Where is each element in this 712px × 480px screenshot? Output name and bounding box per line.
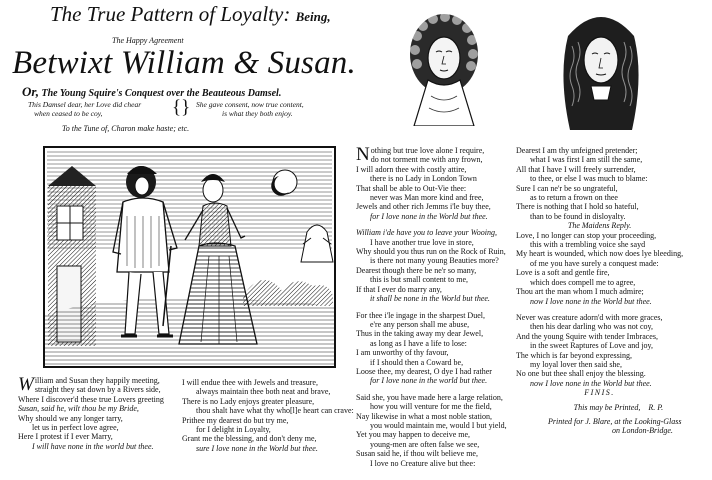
verse-line: Love is a soft and gentle fire, <box>516 268 610 278</box>
verse-line: No one but thee shall enjoy the blessing. <box>516 369 646 379</box>
verse-line: Never was creature adorn'd with more graces, <box>516 312 663 322</box>
verse-line: to thee, or else I was much to blame: <box>530 174 648 184</box>
verse-line: straight they sat down by a Rivers side, <box>34 385 161 395</box>
verse-line: I will have none in the world but thee. <box>32 441 154 451</box>
title-agreement: The Happy Agreement <box>112 36 184 45</box>
verse-line: this is but small content to me, <box>370 275 468 285</box>
verse-line: There is no Lady enjoys greater pleasure, <box>182 396 315 406</box>
column-4 <box>516 146 683 436</box>
verse-line: Love, I no longer can stop your proceeding, <box>516 230 657 240</box>
verse-line: for I delight in Loyalty, <box>196 425 271 435</box>
verse-line: as long as I have a life to lose: <box>370 338 467 348</box>
verse-line: Dearest though there be ne'r so many, <box>356 265 477 275</box>
verse-line: Why should we any longer tarry, <box>18 413 123 423</box>
column-3 <box>356 146 507 468</box>
verse-line: thou shalt have what thy who[l]e heart can crave: <box>196 406 354 416</box>
verse-line: Prithee my dearest do but try me, <box>182 415 289 425</box>
verse-line: Loose thee, my dearest, O dye I had rather <box>356 366 492 376</box>
brace-ornament: {} <box>172 97 191 118</box>
license-text: This may be Printed, <box>573 402 641 412</box>
tune-line: To the Tune of, Charon make haste; etc. <box>62 124 190 133</box>
woman-portrait-woodcut <box>405 6 483 126</box>
verse-line: sure I love none in the World but thee. <box>196 443 318 453</box>
verse-line: I have another true love in store, <box>370 237 474 247</box>
verse-line: Susan, said he, wilt thou be my Bride, <box>18 404 139 414</box>
verse-line: Yet you may happen to deceive me, <box>356 430 471 440</box>
verse-line: than to be found in disloyalty. <box>530 211 626 221</box>
verse-line: what I was first I am still the same, <box>530 155 643 165</box>
intro-verse-right <box>196 100 304 118</box>
verse-line: now I love none in the World but thee. <box>530 296 652 306</box>
dropcap: W <box>18 374 34 395</box>
verse-line: which does compell me to agree, <box>530 277 636 287</box>
verse-line: in the sweet Raptures of Love and joy, <box>530 341 654 351</box>
column-1 <box>18 376 164 451</box>
verse-line: I am unworthy of thy favour, <box>356 348 449 358</box>
verse-line: now I love none in the World but thee. <box>530 378 652 388</box>
verse-line: All that I have I will freely surrender, <box>516 164 636 174</box>
ballad-title-line1 <box>50 2 331 27</box>
verse-line: young-men are often false we see, <box>370 439 480 449</box>
title-line1-text: The True Pattern of Loyalty: <box>50 2 291 26</box>
ballad-subtitle <box>22 84 281 100</box>
verse-line: Said she, you have made here a large relation, <box>356 392 503 402</box>
verse-line: William i'de have you to leave your Wooing, <box>356 228 497 238</box>
verse-line: I love no Creature alive but thee: <box>370 458 476 468</box>
intro-verse-left <box>28 100 141 118</box>
verse-line: Sure I can ne'r be so ungrateful, <box>516 183 618 193</box>
verse-line: my loyal lover then said she, <box>530 359 622 369</box>
verse-line: let us in perfect love agree, <box>32 423 119 433</box>
verse-line: it shall be none in the World but thee. <box>370 294 490 304</box>
section-heading: The Maidens Reply. <box>567 221 632 231</box>
verse-line: There is nothing that I hold so hateful, <box>516 202 639 212</box>
license-initials: R. P. <box>648 402 664 412</box>
imprint-line: Printed for J. Blare, at the Looking-Glass <box>548 416 682 426</box>
verse-line: Grant me the blessing, and don't deny me, <box>182 434 317 444</box>
verse-line: Here I protest if I ever Marry, <box>18 432 113 442</box>
verse-line: For thee i'le ingage in the sharpest Duel, <box>356 310 485 320</box>
verse-line: how you will venture for me the field, <box>370 402 492 412</box>
intro-verse-line: is what they both enjoy. <box>222 109 293 118</box>
verse-line: And the young Squire with tender Imbraces, <box>516 331 658 341</box>
license-line <box>516 403 683 412</box>
intro-verse-line: when ceased to be coy, <box>34 109 103 118</box>
verse-line: I will adorn thee with costly attire, <box>356 164 467 174</box>
verse-line: illiam and Susan they happily meeting, <box>34 376 160 385</box>
subtitle-text: The Young Squire's Conquest over the Beauteous Damsel. <box>41 88 282 99</box>
verse-line: is there not many young Beauties more? <box>370 256 499 266</box>
finis: FINIS. <box>584 388 615 398</box>
verse-line: this with a trembling voice she sayd <box>530 240 646 250</box>
verse-line: of me you have surely a conquest made: <box>530 258 659 268</box>
couple-strolling-woodcut <box>43 146 336 368</box>
verse-line: never was Man more kind and free, <box>370 193 484 203</box>
verse-line: you would maintain me, would I but yield, <box>370 420 507 430</box>
verse-line: Jewels and other rich Jemms i'le buy thee, <box>356 202 491 212</box>
verse-line: That shall be able to Out-Vie thee: <box>356 183 467 193</box>
verse-line: for I love none in the world but thee. <box>370 376 488 386</box>
verse-line: Dearest I am thy unfeigned pretender; <box>516 146 638 155</box>
verse-line: Susan said he, if thou wilt believe me, <box>356 449 478 459</box>
subtitle-or: Or, <box>22 84 39 99</box>
column-2 <box>182 378 354 453</box>
verse-line: do not torment me with any frown, <box>370 155 483 165</box>
verse-line: The which is far beyond expressing, <box>516 350 632 360</box>
verse-line: always maintain thee both neat and brave, <box>196 387 331 397</box>
ballad-title-line2: Betwixt William & Susan. <box>12 45 356 81</box>
verse-line: for I love none in the World but thee. <box>370 211 488 221</box>
imprint-line: on London-Bridge. <box>612 426 673 436</box>
verse-line: Thou art the man whom I much admire; <box>516 287 644 297</box>
verse-line: then his dear darling who was not coy, <box>530 322 654 332</box>
verse-line: Thus in the taking away my dear Jewel, <box>356 329 484 339</box>
verse-line: as to return a frown on thee <box>530 193 618 203</box>
verse-line: if I should then a Coward be, <box>370 357 464 367</box>
verse-line: e're any person shall me abuse, <box>370 319 470 329</box>
verse-line: My heart is wounded, which now does lye bleeding, <box>516 249 684 259</box>
man-portrait-woodcut <box>558 6 644 130</box>
verse-line: Why should you thus run on the Rock of Ruin, <box>356 247 506 257</box>
verse-line: If that I ever do marry any, <box>356 284 442 294</box>
verse-line: Where I discover'd these true Lovers greeting <box>18 394 164 404</box>
verse-line: othing but true love alone I require, <box>370 146 485 155</box>
dropcap: N <box>356 144 370 165</box>
intro-verse-line: This Damsel dear, her Love did chear <box>28 100 142 109</box>
title-being: Being, <box>295 9 331 24</box>
intro-verse-line: She gave consent, now true content, <box>196 100 304 109</box>
verse-line: there is no Lady in London Town <box>370 174 477 184</box>
verse-line: I will endue thee with Jewels and treasure, <box>182 378 318 387</box>
verse-line: Nay likewise in what a most noble station, <box>356 411 492 421</box>
